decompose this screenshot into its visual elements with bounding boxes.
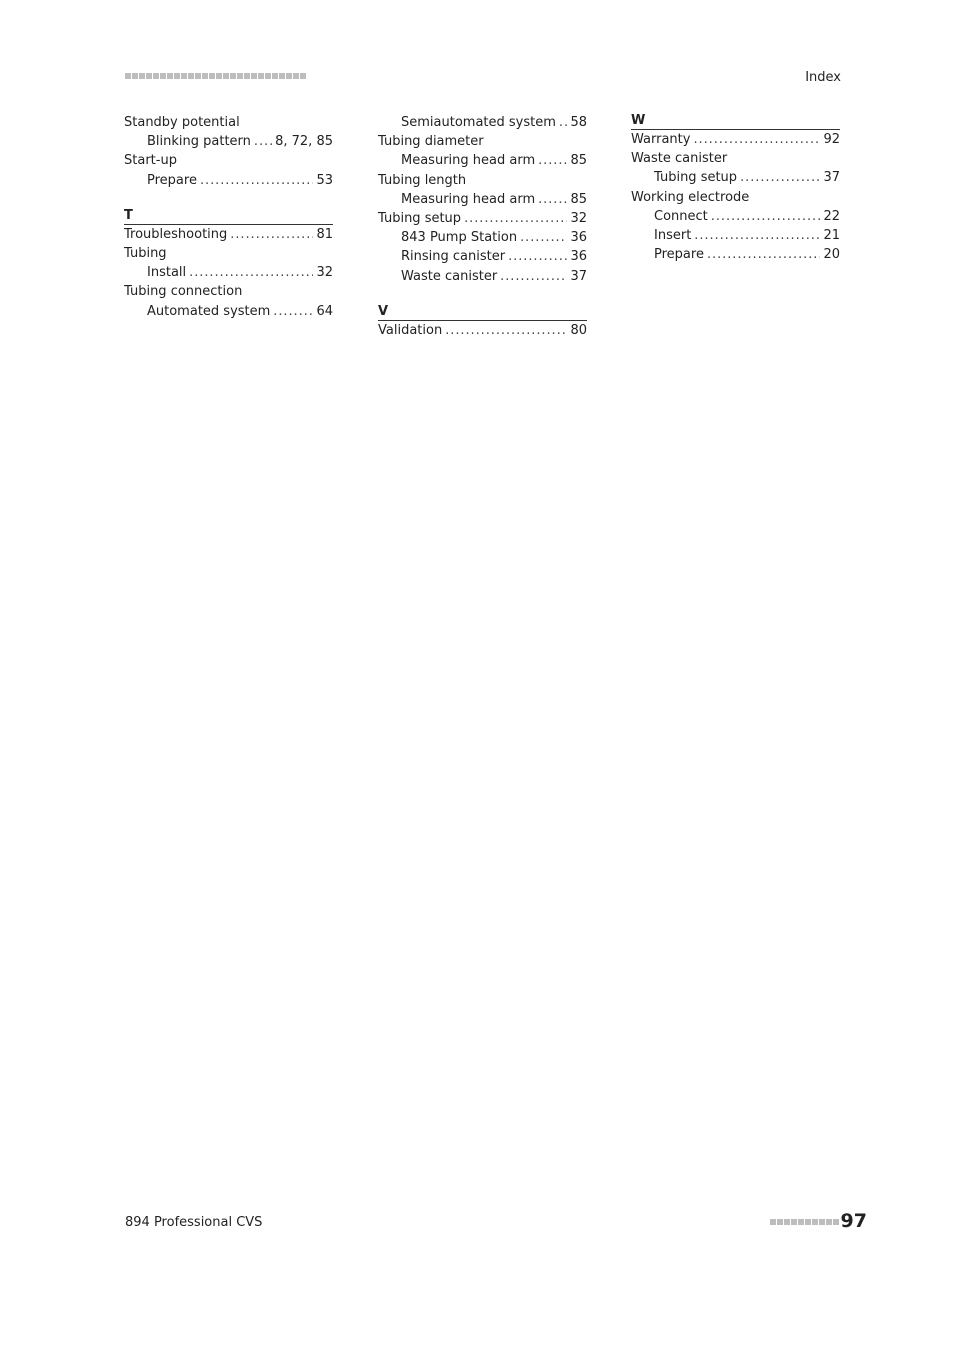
decor-square xyxy=(209,73,215,79)
index-term: Standby potential xyxy=(124,115,240,130)
dot-leader xyxy=(740,168,820,187)
decor-square xyxy=(258,73,264,79)
dot-leader xyxy=(273,302,313,321)
dot-leader xyxy=(707,245,821,264)
index-page-ref[interactable]: 92 xyxy=(823,132,840,147)
index-letter-heading: V xyxy=(378,304,587,321)
index-page-ref[interactable]: 8, 72, 85 xyxy=(275,134,333,150)
footer-decoration xyxy=(770,1219,839,1225)
index-entry xyxy=(631,188,840,207)
decor-square xyxy=(202,73,208,79)
decor-square xyxy=(230,73,236,79)
index-page-ref[interactable]: 22 xyxy=(823,208,840,224)
index-term: Connect xyxy=(654,208,708,224)
index-subentry xyxy=(378,228,587,247)
index-page-ref[interactable]: 20 xyxy=(823,247,840,263)
index-subentry xyxy=(378,190,587,209)
decor-square xyxy=(265,73,271,79)
index-subentry xyxy=(631,245,840,264)
running-header-title: Index xyxy=(805,70,841,85)
index-term: Rinsing canister xyxy=(401,249,506,265)
index-term: Automated system xyxy=(147,303,271,319)
index-page-ref[interactable]: 36 xyxy=(570,230,587,246)
index-page-ref[interactable]: 81 xyxy=(316,226,333,242)
index-term: Prepare xyxy=(654,247,704,263)
index-term: 843 Pump Station xyxy=(401,230,518,246)
decor-square xyxy=(279,73,285,79)
decor-square xyxy=(181,73,187,79)
decor-square xyxy=(300,73,306,79)
index-term: Measuring head arm xyxy=(401,191,536,207)
footer-product-name: 894 Professional CVS xyxy=(125,1215,263,1230)
index-term: Tubing xyxy=(124,245,167,261)
index-subentry xyxy=(124,171,333,190)
index-subentry xyxy=(631,207,840,226)
index-page-ref[interactable]: 21 xyxy=(823,227,840,243)
decor-square xyxy=(174,73,180,79)
index-entry xyxy=(124,151,333,170)
dot-leader xyxy=(694,226,820,245)
index-entry xyxy=(378,321,587,340)
decor-square xyxy=(244,73,250,79)
index-subentry xyxy=(378,247,587,266)
index-page-ref[interactable]: 37 xyxy=(823,170,840,186)
index-subentry xyxy=(378,113,587,132)
index-page-ref[interactable]: 80 xyxy=(570,322,587,338)
index-entry xyxy=(378,209,587,228)
index-subentry xyxy=(631,226,840,245)
decor-square xyxy=(216,73,222,79)
index-term: Blinking pattern xyxy=(147,134,251,150)
decor-square xyxy=(139,73,145,79)
index-page-ref[interactable]: 64 xyxy=(316,303,333,319)
header-decoration xyxy=(125,73,306,79)
decor-square xyxy=(784,1219,790,1225)
dot-leader xyxy=(538,151,567,170)
index-column-3 xyxy=(631,113,840,264)
index-term: Tubing diameter xyxy=(378,134,484,150)
index-term: Install xyxy=(147,265,187,281)
decor-square xyxy=(798,1219,804,1225)
index-subentry xyxy=(378,267,587,286)
index-page-ref[interactable]: 32 xyxy=(570,210,587,226)
index-column-2 xyxy=(378,113,587,340)
decor-square xyxy=(223,73,229,79)
decor-square xyxy=(777,1219,783,1225)
decor-square xyxy=(791,1219,797,1225)
decor-square xyxy=(237,73,243,79)
decor-square xyxy=(770,1219,776,1225)
index-subentry xyxy=(124,263,333,282)
index-entry xyxy=(378,132,587,151)
index-entry xyxy=(631,130,840,149)
index-page-ref[interactable]: 53 xyxy=(316,172,333,188)
decor-square xyxy=(195,73,201,79)
decor-square xyxy=(167,73,173,79)
dot-leader xyxy=(559,113,568,132)
decor-square xyxy=(132,73,138,79)
index-entry xyxy=(124,113,333,132)
index-term: Semiautomated system xyxy=(401,115,556,130)
decor-square xyxy=(188,73,194,79)
decor-square xyxy=(293,73,299,79)
dot-leader xyxy=(464,209,567,228)
index-page-ref[interactable]: 37 xyxy=(570,268,587,284)
index-term: Waste canister xyxy=(401,268,498,284)
decor-square xyxy=(286,73,292,79)
decor-square xyxy=(146,73,152,79)
dot-leader xyxy=(520,228,567,247)
page-number: 97 xyxy=(840,1210,867,1232)
index-column-1 xyxy=(124,113,333,321)
index-term: Troubleshooting xyxy=(124,226,228,242)
index-page-ref[interactable]: 58 xyxy=(570,115,587,130)
index-letter-heading: W xyxy=(631,113,840,130)
decor-square xyxy=(153,73,159,79)
decor-square xyxy=(805,1219,811,1225)
index-subentry xyxy=(124,302,333,321)
index-term: Measuring head arm xyxy=(401,153,536,169)
index-entry xyxy=(124,225,333,244)
decor-square xyxy=(812,1219,818,1225)
decor-square xyxy=(160,73,166,79)
index-subentry xyxy=(124,132,333,151)
decor-square xyxy=(251,73,257,79)
index-subentry xyxy=(378,151,587,170)
index-term: Prepare xyxy=(147,172,197,188)
dot-leader xyxy=(200,171,314,190)
index-term: Working electrode xyxy=(631,189,750,205)
index-term: Waste canister xyxy=(631,151,728,167)
index-page-ref[interactable]: 36 xyxy=(570,249,587,265)
index-term: Insert xyxy=(654,227,692,243)
index-term: Tubing connection xyxy=(124,284,243,300)
index-page-ref[interactable]: 32 xyxy=(316,265,333,281)
dot-leader xyxy=(500,267,567,286)
index-entry xyxy=(631,149,840,168)
index-term: Tubing length xyxy=(378,172,467,188)
index-term: Tubing setup xyxy=(378,210,462,226)
dot-leader xyxy=(538,190,567,209)
index-letter-heading: T xyxy=(124,208,333,225)
dot-leader xyxy=(693,130,820,149)
decor-square xyxy=(819,1219,825,1225)
index-term: Tubing setup xyxy=(654,170,738,186)
decor-square xyxy=(272,73,278,79)
index-entry xyxy=(378,171,587,190)
dot-leader xyxy=(508,247,567,266)
index-subentry xyxy=(631,168,840,187)
decor-square xyxy=(833,1219,839,1225)
decor-square xyxy=(125,73,131,79)
index-term: Warranty xyxy=(631,132,691,147)
dot-leader xyxy=(254,132,272,151)
dot-leader xyxy=(189,263,313,282)
dot-leader xyxy=(230,225,313,244)
dot-leader xyxy=(445,321,567,340)
dot-leader xyxy=(711,207,821,226)
index-term: Start-up xyxy=(124,153,177,169)
decor-square xyxy=(826,1219,832,1225)
index-page-ref[interactable]: 85 xyxy=(570,191,587,207)
index-entry xyxy=(124,244,333,263)
index-term: Validation xyxy=(378,322,443,338)
index-entry xyxy=(124,282,333,301)
index-page-ref[interactable]: 85 xyxy=(570,153,587,169)
